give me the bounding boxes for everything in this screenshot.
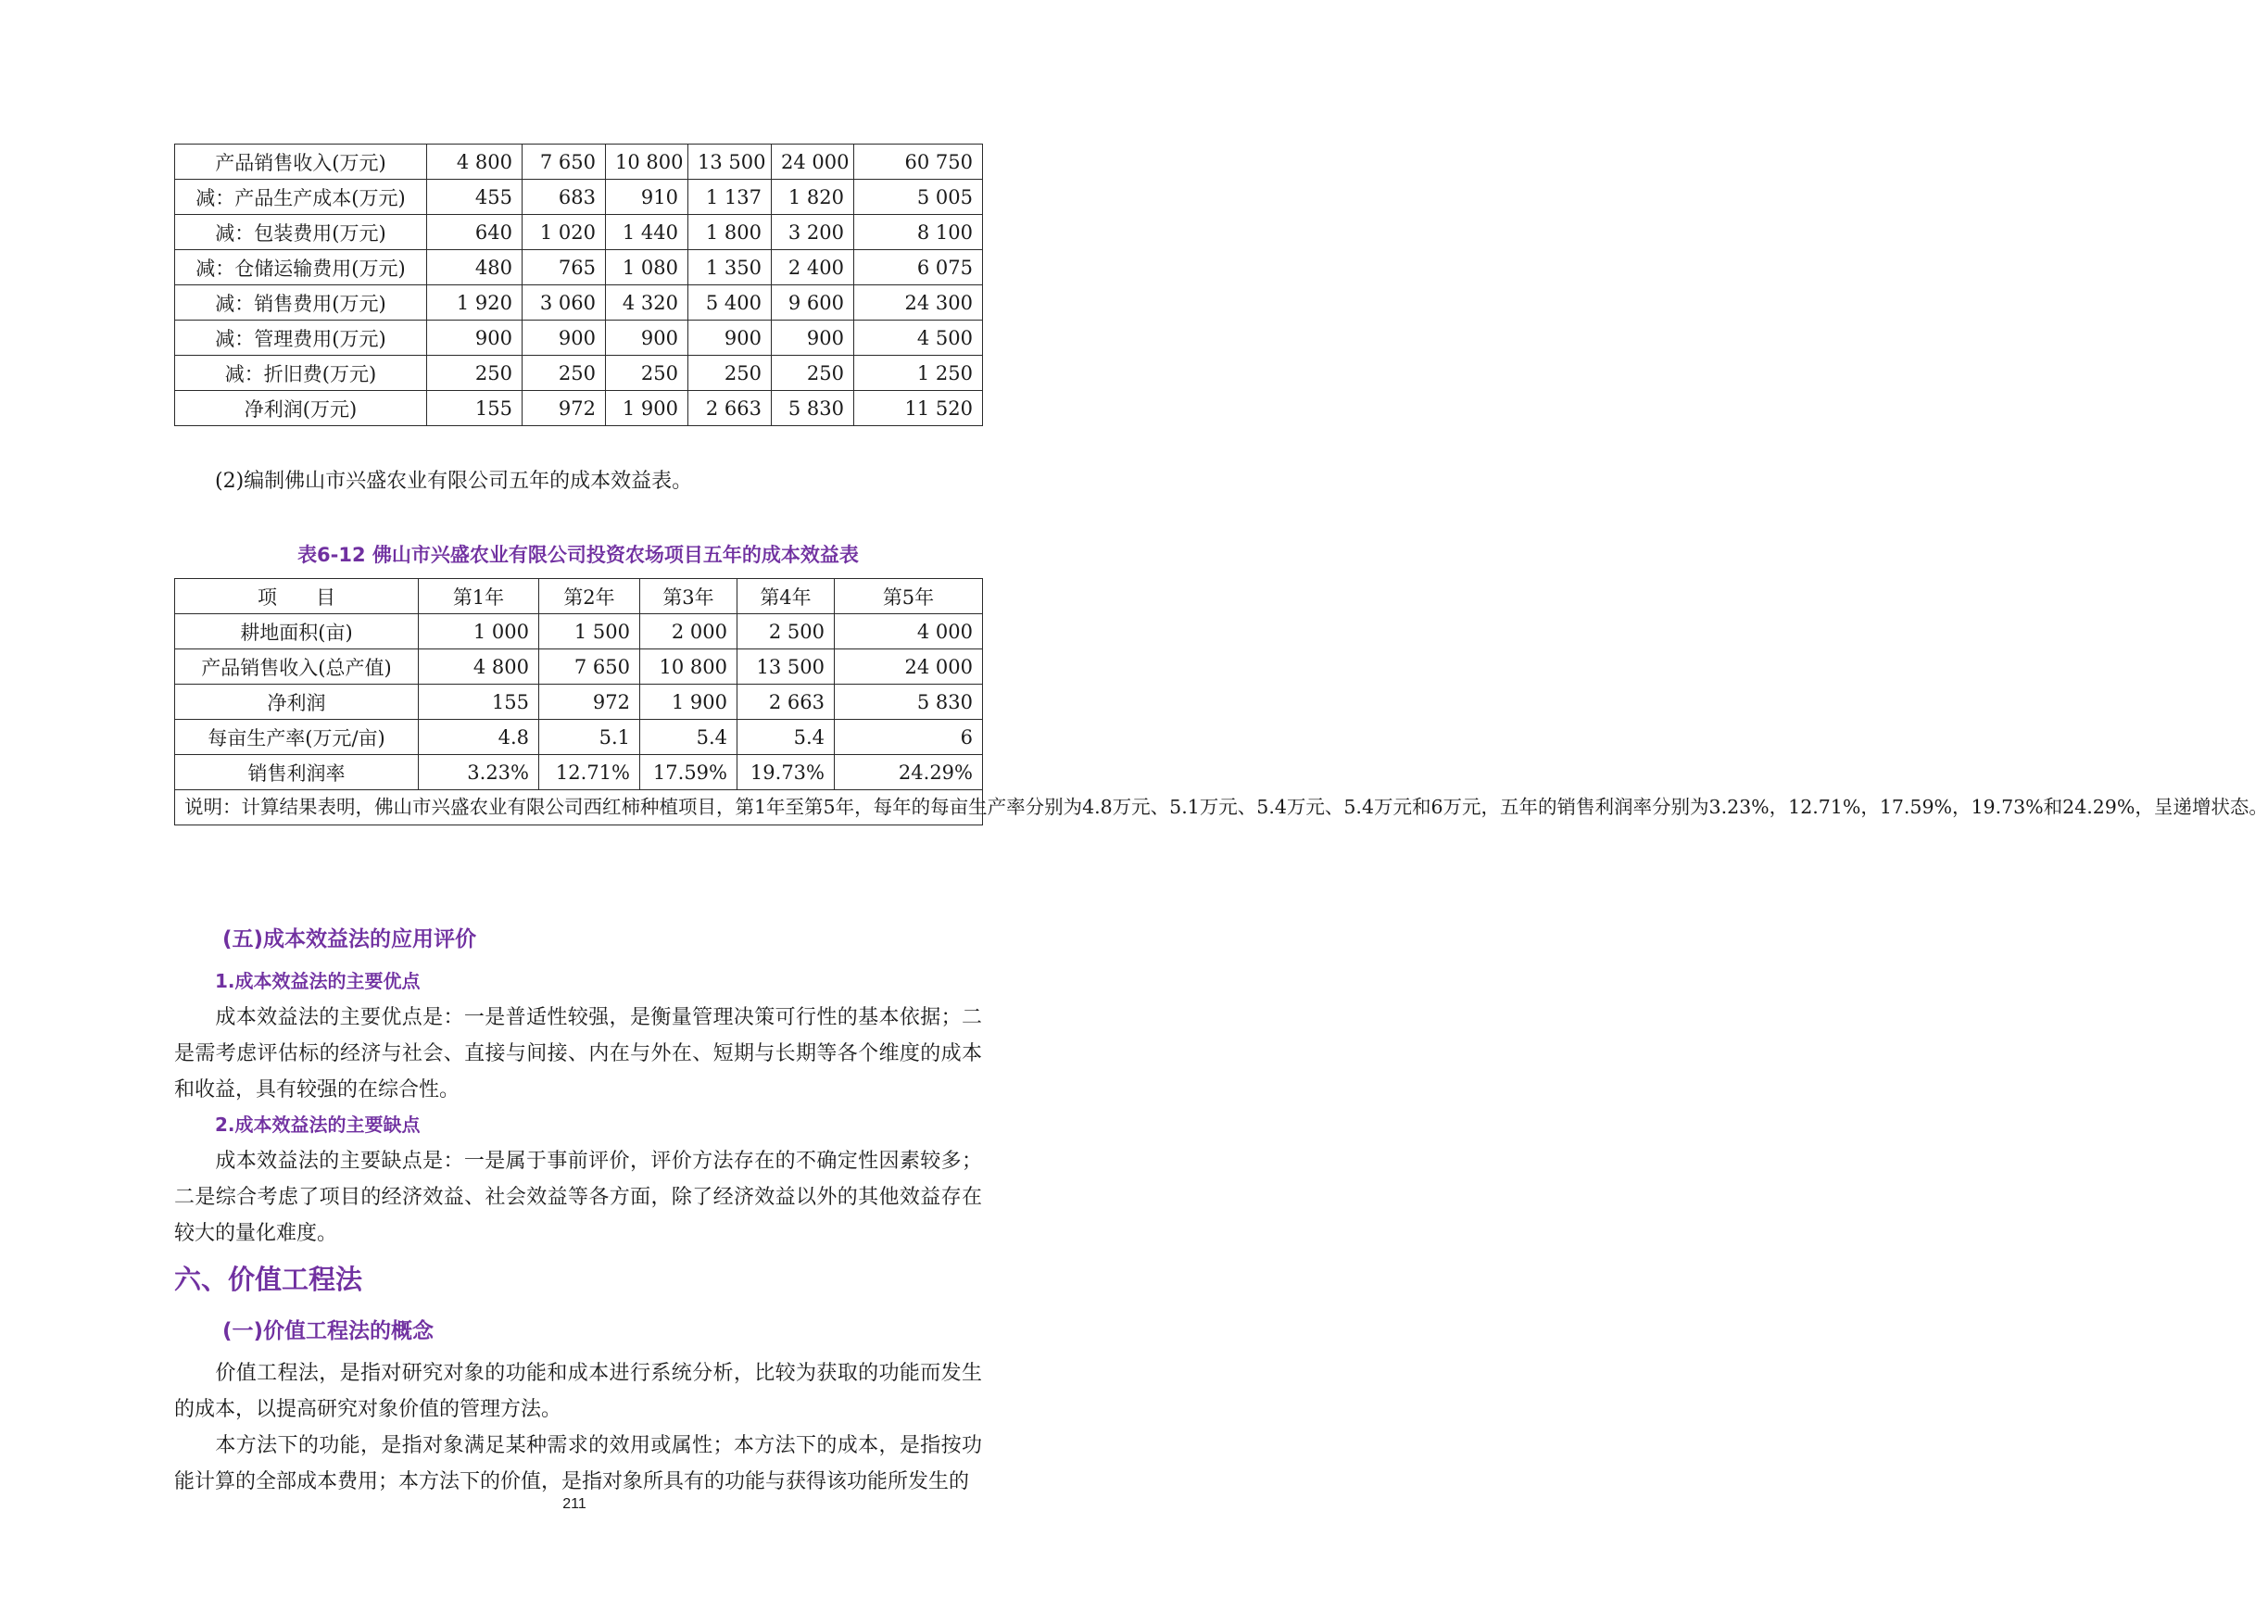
- row-label: 净利润(万元): [175, 391, 427, 426]
- cost-benefit-table: [174, 578, 2268, 825]
- table-row: [175, 614, 983, 649]
- table-caption: 表6-12 佛山市兴盛农业有限公司投资农场项目五年的成本效益表: [297, 544, 859, 566]
- header-year-1: 第1年: [419, 579, 539, 614]
- year-2-cell: 12.71%: [539, 755, 640, 790]
- year-5-cell: 3 200: [772, 215, 854, 250]
- year-4-cell: 2 663: [737, 685, 835, 720]
- row-label: 耕地面积(亩): [175, 614, 419, 649]
- year-5-cell: 5 830: [835, 685, 983, 720]
- year-3-cell: 4 320: [606, 285, 688, 321]
- year-1-cell: 640: [427, 215, 523, 250]
- table-row: [175, 285, 983, 321]
- section-5-sub-2: 2.成本效益法的主要缺点: [215, 1114, 421, 1136]
- year-2-cell: 683: [523, 180, 606, 215]
- row-label: 销售利润率: [175, 755, 419, 790]
- row-label: 净利润: [175, 685, 419, 720]
- year-5-cell: 24 000: [835, 649, 983, 685]
- total-cell: 60 750: [854, 145, 983, 180]
- year-3-cell: 1 900: [640, 685, 737, 720]
- year-4-cell: 1 350: [688, 250, 772, 285]
- year-3-cell: 1 900: [606, 391, 688, 426]
- header-year-2: 第2年: [539, 579, 640, 614]
- para-text: 价值工程法，是指对研究对象的功能和成本进行系统分析，比较为获取的功能而发生的成本，以提高研究对象价值的管理方法。: [174, 1362, 982, 1421]
- year-2-cell: 7 650: [523, 145, 606, 180]
- section-6-heading: 六、价值工程法: [174, 1264, 363, 1295]
- year-4-cell: 2 663: [688, 391, 772, 426]
- year-1-cell: 155: [427, 391, 523, 426]
- para-text: 本方法下的功能，是指对象满足某种需求的效用或属性；本方法下的成本，是指按功能计算的全部成本费用；本方法下的价值，是指对象所具有的功能与获得该功能所发生的: [174, 1434, 982, 1493]
- year-2-cell: 3 060: [523, 285, 606, 321]
- year-2-cell: 972: [539, 685, 640, 720]
- year-4-cell: 13 500: [737, 649, 835, 685]
- year-5-cell: 250: [772, 356, 854, 391]
- year-4-cell: 19.73%: [737, 755, 835, 790]
- year-4-cell: 2 500: [737, 614, 835, 649]
- year-4-cell: 5.4: [737, 720, 835, 755]
- total-cell: 8 100: [854, 215, 983, 250]
- total-cell: 1 250: [854, 356, 983, 391]
- year-4-cell: 13 500: [688, 145, 772, 180]
- header-year-4: 第4年: [737, 579, 835, 614]
- year-3-cell: 17.59%: [640, 755, 737, 790]
- year-3-cell: 1 440: [606, 215, 688, 250]
- section-5-heading: (五)成本效益法的应用评价: [222, 927, 477, 951]
- year-3-cell: 10 800: [640, 649, 737, 685]
- year-1-cell: 455: [427, 180, 523, 215]
- year-2-cell: 7 650: [539, 649, 640, 685]
- table-row: [175, 391, 983, 426]
- year-1-cell: 1 000: [419, 614, 539, 649]
- year-1-cell: 4.8: [419, 720, 539, 755]
- row-label: 减：管理费用(万元): [175, 321, 427, 356]
- year-4-cell: 1 800: [688, 215, 772, 250]
- year-2-cell: 900: [523, 321, 606, 356]
- table-row: [175, 649, 983, 685]
- year-1-cell: 250: [427, 356, 523, 391]
- row-label: 产品销售收入(总产值): [175, 649, 419, 685]
- year-3-cell: 910: [606, 180, 688, 215]
- year-5-cell: 4 000: [835, 614, 983, 649]
- total-cell: 5 005: [854, 180, 983, 215]
- row-label: 减：产品生产成本(万元): [175, 180, 427, 215]
- year-2-cell: 1 020: [523, 215, 606, 250]
- section-6-para-2: [174, 1428, 982, 1500]
- year-2-cell: 972: [523, 391, 606, 426]
- year-4-cell: 1 137: [688, 180, 772, 215]
- table-row: [175, 720, 983, 755]
- year-3-cell: 5.4: [640, 720, 737, 755]
- header-year-5: 第5年: [835, 579, 983, 614]
- year-1-cell: 900: [427, 321, 523, 356]
- table-note: 说明：计算结果表明，佛山市兴盛农业有限公司西红柿种植项目，第1年至第5年，每年的每亩生产率分别为4.8万元、5.1万元、5.4万元、5.4万元和6万元，五年的销售利润率分别为3.23%，12.71%，17.59%，19.73%和24.29%，呈递增状态。: [175, 790, 983, 825]
- table-row: [175, 356, 983, 391]
- section-5-para-2: [174, 1143, 982, 1252]
- year-2-cell: 250: [523, 356, 606, 391]
- year-1-cell: 1 920: [427, 285, 523, 321]
- row-label: 每亩生产率(万元/亩): [175, 720, 419, 755]
- year-4-cell: 250: [688, 356, 772, 391]
- row-label: 减：仓储运输费用(万元): [175, 250, 427, 285]
- year-5-cell: 24.29%: [835, 755, 983, 790]
- section-6-para-1: [174, 1355, 982, 1428]
- section-5-para-1: [174, 1000, 982, 1108]
- year-5-cell: 900: [772, 321, 854, 356]
- table-row: [175, 215, 983, 250]
- income-table: [174, 144, 983, 426]
- year-5-cell: 1 820: [772, 180, 854, 215]
- total-cell: 24 300: [854, 285, 983, 321]
- row-label: 减：折旧费(万元): [175, 356, 427, 391]
- year-3-cell: 250: [606, 356, 688, 391]
- total-cell: 11 520: [854, 391, 983, 426]
- section-6-sub-1: (一)价值工程法的概念: [222, 1319, 435, 1343]
- year-1-cell: 4 800: [427, 145, 523, 180]
- year-3-cell: 2 000: [640, 614, 737, 649]
- section-5-sub-1: 1.成本效益法的主要优点: [215, 970, 421, 992]
- year-2-cell: 1 500: [539, 614, 640, 649]
- year-5-cell: 5 830: [772, 391, 854, 426]
- year-3-cell: 900: [606, 321, 688, 356]
- row-label: 产品销售收入(万元): [175, 145, 427, 180]
- para-text: 成本效益法的主要缺点是：一是属于事前评价，评价方法存在的不确定性因素较多；二是综合考虑了项目的经济效益、社会效益等各方面，除了经济效益以外的其他效益存在较大的量化难度。: [174, 1150, 982, 1245]
- year-3-cell: 1 080: [606, 250, 688, 285]
- total-cell: 6 075: [854, 250, 983, 285]
- year-4-cell: 5 400: [688, 285, 772, 321]
- year-1-cell: 4 800: [419, 649, 539, 685]
- header-year-3: 第3年: [640, 579, 737, 614]
- note-row: [175, 790, 983, 825]
- year-5-cell: 6: [835, 720, 983, 755]
- table-header-row: [175, 579, 983, 614]
- year-5-cell: 24 000: [772, 145, 854, 180]
- year-2-cell: 765: [523, 250, 606, 285]
- table-row: [175, 180, 983, 215]
- year-4-cell: 900: [688, 321, 772, 356]
- total-cell: 4 500: [854, 321, 983, 356]
- table-row: [175, 685, 983, 720]
- table-row: [175, 250, 983, 285]
- year-2-cell: 5.1: [539, 720, 640, 755]
- para-text: 成本效益法的主要优点是：一是普适性较强，是衡量管理决策可行性的基本依据；二是需考虑评估标的经济与社会、直接与间接、内在与外在、短期与长期等各个维度的成本和收益，具有较强的在综合性。: [174, 1006, 982, 1102]
- table-row: [175, 321, 983, 356]
- year-5-cell: 9 600: [772, 285, 854, 321]
- row-label: 减：包装费用(万元): [175, 215, 427, 250]
- page-number: 211: [562, 1496, 586, 1512]
- year-3-cell: 10 800: [606, 145, 688, 180]
- table-row: [175, 145, 983, 180]
- year-1-cell: 480: [427, 250, 523, 285]
- year-1-cell: 155: [419, 685, 539, 720]
- row-label: 减：销售费用(万元): [175, 285, 427, 321]
- year-5-cell: 2 400: [772, 250, 854, 285]
- table-row: [175, 755, 983, 790]
- header-item: 项 目: [175, 579, 419, 614]
- intro-line: (2)编制佛山市兴盛农业有限公司五年的成本效益表。: [215, 470, 693, 493]
- year-1-cell: 3.23%: [419, 755, 539, 790]
